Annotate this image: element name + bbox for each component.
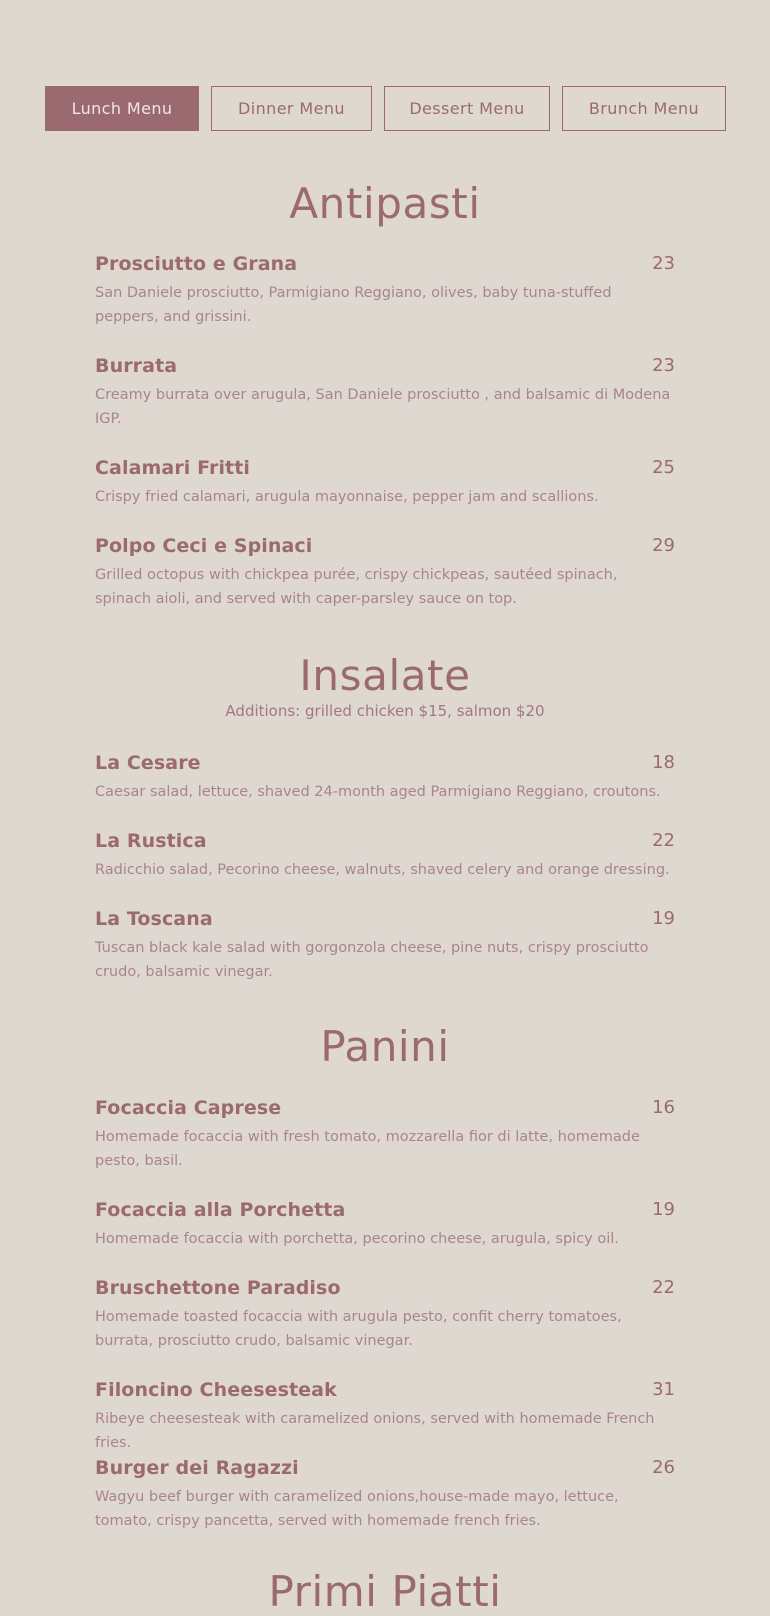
item-description: Ribeye cheesesteak with caramelized onions, served with homemade French fries.: [95, 1411, 655, 1451]
item-description: Homemade focaccia with porchetta, pecorino cheese, arugula, spicy oil.: [95, 1231, 619, 1247]
item-name: Burger dei Ragazzi: [95, 1457, 299, 1479]
item-price: 22: [652, 830, 675, 851]
menu-item: [95, 830, 675, 882]
section-note: Additions: grilled chicken $15, salmon $20: [225, 702, 545, 720]
menu-item: [95, 1199, 675, 1251]
item-price: 19: [652, 1199, 675, 1220]
menu-item: [95, 1379, 675, 1455]
menu-item: [95, 752, 675, 804]
item-description: San Daniele prosciutto, Parmigiano Reggiano, olives, baby tuna-stuffed peppers, and grissini.: [95, 285, 612, 325]
item-description: Homemade focaccia with fresh tomato, mozzarella fior di latte, homemade pesto, basil.: [95, 1129, 640, 1169]
menu-tabs: [45, 86, 726, 131]
item-price: 23: [652, 253, 675, 274]
menu-item: [95, 908, 675, 984]
item-name: Filoncino Cheesesteak: [95, 1379, 337, 1401]
menu-item: [95, 457, 675, 509]
tab-dinner-menu[interactable]: Dinner Menu: [211, 86, 372, 131]
item-name: La Toscana: [95, 908, 213, 930]
item-description: Wagyu beef burger with caramelized onions,house-made mayo, lettuce, tomato, crispy pancetta, served with homemade french fries.: [95, 1489, 619, 1529]
item-name: La Rustica: [95, 830, 207, 852]
item-name: Calamari Fritti: [95, 457, 251, 479]
item-name: Bruschettone Paradiso: [95, 1277, 341, 1299]
item-name: Focaccia Caprese: [95, 1097, 282, 1119]
item-name: Focaccia alla Porchetta: [95, 1199, 346, 1221]
item-name: Polpo Ceci e Spinaci: [95, 535, 313, 557]
section-title-insalate: Insalate: [299, 651, 471, 700]
item-price: 26: [652, 1457, 675, 1478]
section-title-panini: Panini: [320, 1022, 450, 1071]
item-price: 29: [652, 535, 675, 556]
item-price: 19: [652, 908, 675, 929]
item-name: Prosciutto e Grana: [95, 253, 298, 275]
item-price: 31: [652, 1379, 675, 1400]
item-description: Homemade toasted focaccia with arugula pesto, confit cherry tomatoes, burrata, prosciutto crudo, balsamic vinegar.: [95, 1309, 622, 1349]
item-price: 25: [652, 457, 675, 478]
item-description: Caesar salad, lettuce, shaved 24-month aged Parmigiano Reggiano, croutons.: [95, 784, 661, 800]
item-description: Radicchio salad, Pecorino cheese, walnuts, shaved celery and orange dressing.: [95, 862, 670, 878]
section-title-antipasti: Antipasti: [289, 179, 481, 228]
section-title-primi-piatti: Primi Piatti: [268, 1567, 502, 1616]
item-price: 16: [652, 1097, 675, 1118]
tab-dessert-menu[interactable]: Dessert Menu: [384, 86, 550, 131]
item-description: Tuscan black kale salad with gorgonzola cheese, pine nuts, crispy prosciutto crudo, balsamic vinegar.: [95, 940, 649, 980]
item-name: La Cesare: [95, 752, 201, 774]
item-description: Creamy burrata over arugula, San Daniele prosciutto , and balsamic di Modena IGP.: [95, 387, 671, 427]
item-description: Grilled octopus with chickpea purée, crispy chickpeas, sautéed spinach, spinach aioli, and served with caper-parsley sauce on top.: [95, 567, 618, 607]
tab-lunch-menu[interactable]: Lunch Menu: [45, 86, 199, 131]
menu-item: [95, 1457, 675, 1533]
item-price: 22: [652, 1277, 675, 1298]
menu-item: [95, 535, 675, 611]
item-name: Burrata: [95, 355, 178, 377]
menu-item: [95, 253, 675, 329]
menu-item: [95, 1097, 675, 1173]
menu-item: [95, 355, 675, 431]
item-price: 23: [652, 355, 675, 376]
item-description: Crispy fried calamari, arugula mayonnaise, pepper jam and scallions.: [95, 489, 599, 505]
tab-brunch-menu[interactable]: Brunch Menu: [562, 86, 726, 131]
menu-item: [95, 1277, 675, 1353]
item-price: 18: [652, 752, 675, 773]
